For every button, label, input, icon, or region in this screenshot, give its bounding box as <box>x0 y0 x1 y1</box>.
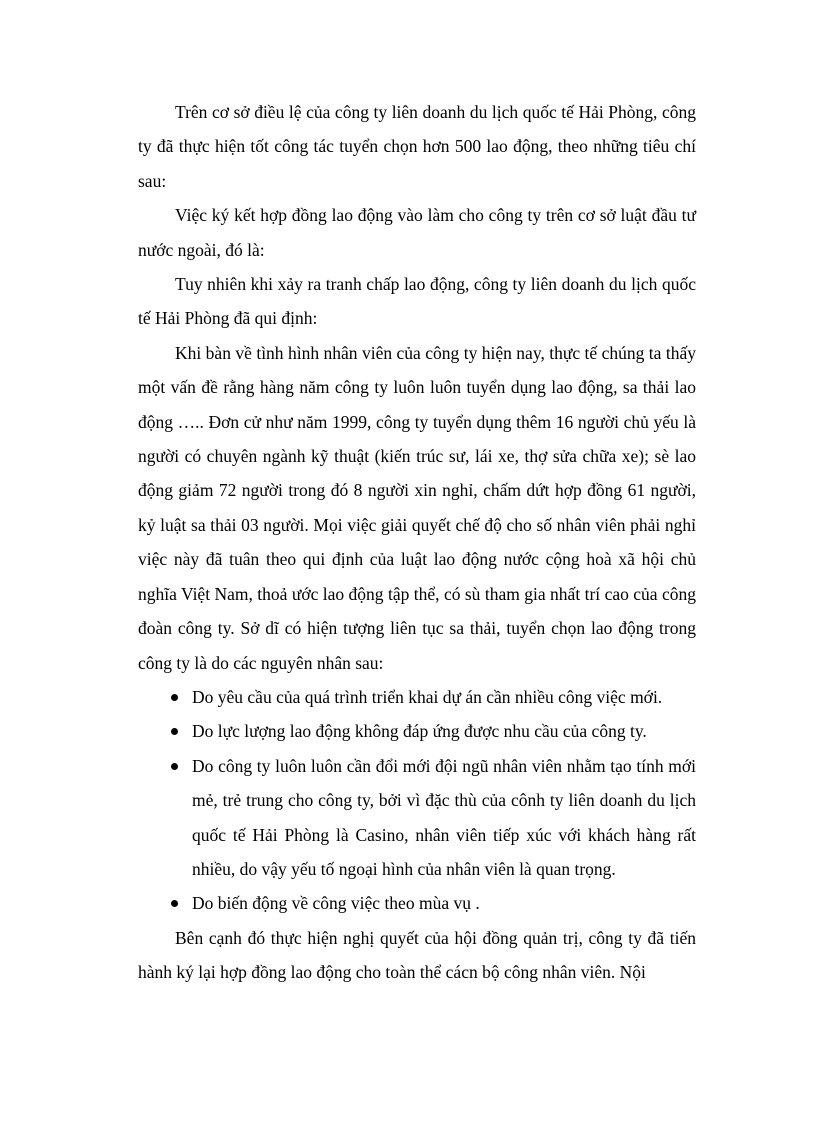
paragraph-dispute: Tuy nhiên khi xảy ra tranh chấp lao động, công ty liên doanh du lịch quốc tế Hải Phòng đã qui định: <box>138 274 696 329</box>
list-item <box>192 714 696 748</box>
bullet-dot-icon <box>171 728 178 735</box>
paragraph-board-resolution: Bên cạnh đó thực hiện nghị quyết của hội đồng quản trị, công ty đã tiến hành ký lại hợp đồng lao động cho toàn thể cácn bộ công nhân viên. Nội <box>138 927 696 983</box>
list-item-text: Do biến động về công việc theo mùa vụ . <box>192 893 480 914</box>
list-item <box>192 680 696 714</box>
list-item <box>192 886 696 920</box>
bullet-dot-icon <box>171 763 178 770</box>
list-item <box>192 749 696 887</box>
bullet-dot-icon <box>171 694 178 701</box>
list-item-text: Do công ty luôn luôn cần đổi mới đội ngũ nhân viên nhằm tạo tính mới mẻ, trẻ trung cho công ty, bởi vì đặc thù của cônh ty liên doanh du lịch quốc tế Hải Phòng là Casino, nhân viên tiếp xúc với khách hàng rất nhiều, do vậy yếu tố ngoại hình của nhân viên là quan trọng. <box>192 755 696 879</box>
reasons-list <box>138 680 696 921</box>
paragraph-recruitment: Trên cơ sở điều lệ của công ty liên doanh du lịch quốc tế Hải Phòng, công ty đã thực hiện tốt công tác tuyển chọn hơn 500 lao động, theo những tiêu chí sau: <box>138 102 696 191</box>
paragraph-contract: Việc ký kết hợp đồng lao động vào làm cho công ty trên cơ sở luật đầu tư nước ngoài, đó là: <box>138 205 696 260</box>
bullet-dot-icon <box>171 900 178 907</box>
list-item-text: Do lực lượng lao động không đáp ứng được nhu cầu của công ty. <box>192 721 647 742</box>
document-page <box>138 95 696 990</box>
list-item-text: Do yêu cầu của quá trình triển khai dự án cần nhiều công việc mới. <box>192 686 663 707</box>
paragraph-staff-situation: Khi bàn về tình hình nhân viên của công ty hiện nay, thực tế chúng ta thấy một vấn đề rằng hàng năm công ty luôn luôn tuyển dụng lao động, sa thải lao động ….. Đơn cử như năm 1999, công ty tuyển dụng thêm 16 người chủ yếu là người có chuyên ngành kỹ thuật (kiến trúc sư, lái xe, thợ sửa chữa xe); sè lao động giảm 72 người trong đó 8 người xin nghỉ, chấm dứt hợp đồng 61 người, kỷ luật sa thải 03 người. Mọi việc giải quyết chế độ cho số nhân viên phải nghỉ việc này đã tuân theo qui định của luật lao động nước cộng hoà xã hội chủ nghĩa Việt Nam, thoả ước lao động tập thể, có sù tham gia nhất trí cao của công đoàn công ty. Sở dĩ có hiện tượng liên tục sa thải, tuyển chọn lao động trong công ty là do các nguyên nhân sau: <box>138 342 696 673</box>
